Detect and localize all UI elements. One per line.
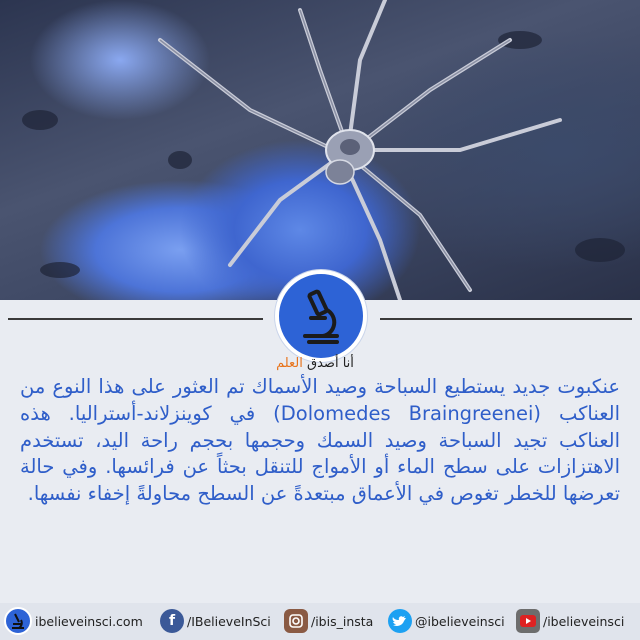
microscope-icon [297,288,345,346]
divider-left [8,318,263,320]
microscope-logo [275,270,367,362]
footer-instagram[interactable] [284,608,373,634]
footer-youtube[interactable] [516,608,624,634]
footer-facebook-text: /IBelieveInSci [187,613,271,629]
facebook-icon: f [160,609,184,633]
spider-photo [0,0,640,300]
tagline-text: أنا أصدق [302,356,354,371]
instagram-icon [284,609,308,633]
footer-website[interactable] [4,608,143,634]
footer-twitter[interactable] [388,608,505,634]
footer-website-text: ibelieveinsci.com [35,613,143,629]
footer-youtube-text: /ibelieveinsci [543,613,625,629]
spider-illustration [0,0,640,300]
divider-right [380,318,632,320]
twitter-icon [388,609,412,633]
footer-facebook[interactable] [160,608,271,634]
tagline-accent-text: العلم [276,356,303,371]
article-text: عنكبوت جديد يستطيع السباحة وصيد الأسماك تم العثور على هذا النوع من العناكب (Dolomedes Braingreenei) في كوينزلاند-أستراليا. هذه العناكب تجيد السباحة وصيد السمك وحجمها بحجم راحة اليد، تستخدم الاهتزازات على سطح الماء أو الأمواج للتنقل بحثاً عن فرائسها. وفي حالة تعرضها للخطر تغوص في الأعماق مبتعدةً عن السطح محاولةً إخفاء نفسها. [20,375,620,506]
youtube-icon [516,609,540,633]
tagline [230,356,400,371]
footer-instagram-text: /ibis_insta [311,613,374,629]
website-logo-icon [4,607,32,635]
footer-twitter-text: @ibelieveinsci [415,613,505,629]
footer [0,603,640,640]
